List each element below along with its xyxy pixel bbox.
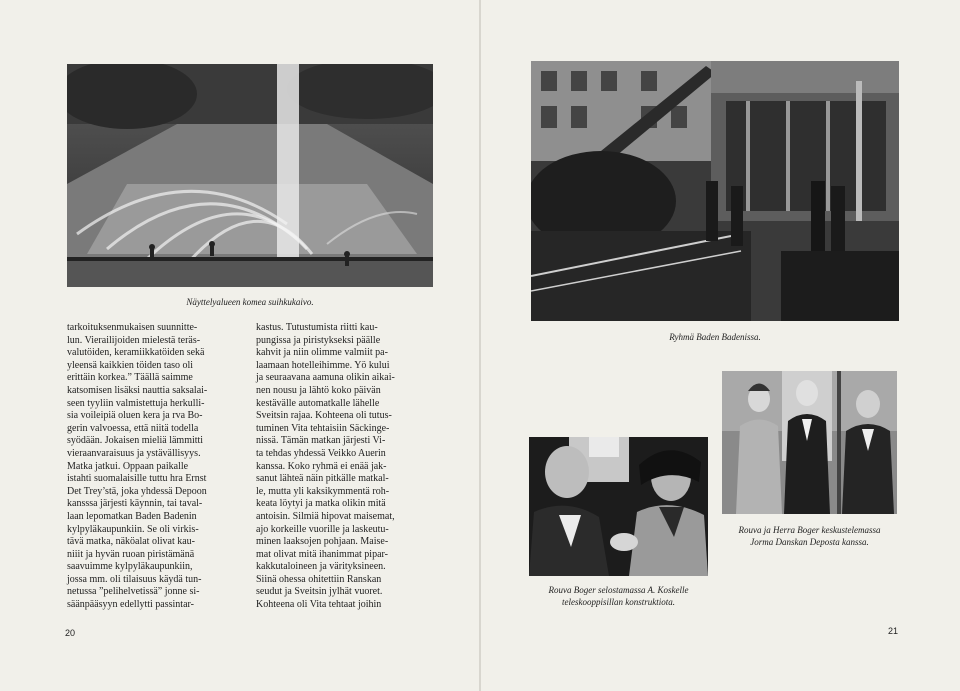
text-line: kestävälle automatkalle lähelle bbox=[256, 397, 380, 409]
text-line: syödään. Jokaisen mieliä lämmitti bbox=[67, 435, 204, 447]
trio-caption-line-1: Rouva ja Herra Boger keskustelemassa bbox=[738, 525, 881, 535]
telescope-caption-line-2: teleskooppisillan konstruktiota. bbox=[562, 597, 675, 607]
text-line: tävä matka, näköalat olivat kau- bbox=[67, 536, 196, 548]
trio-photo bbox=[722, 371, 897, 514]
left-page bbox=[0, 0, 479, 691]
text-line: kanssa. Koko ryhmä ei enää jak- bbox=[256, 460, 387, 472]
text-line: säänpääsyyn edellytti passintar- bbox=[67, 599, 194, 611]
text-line: kastus. Tutustumista riitti kau- bbox=[256, 322, 378, 333]
text-line: laan lepomatkan Baden Badenin bbox=[67, 510, 197, 522]
text-line: laamaan hotelleihimme. Yö kului bbox=[256, 359, 390, 371]
text-line: pungissa ja piristykseksi päälle bbox=[256, 334, 381, 346]
text-line: tarkoituksenmukaisen suunnitte- bbox=[67, 322, 198, 333]
building-caption: Ryhmä Baden Badenissa. bbox=[669, 332, 761, 342]
text-line: erittäin korkea.” Täällä saimme bbox=[67, 372, 193, 384]
text-line: seen tyyliin valmistettuja herkulli- bbox=[67, 397, 205, 409]
text-line: minen laaksojen pohjaan. Maise- bbox=[256, 536, 389, 548]
text-line: kylpyläkaupunkiin. Se oli virkis- bbox=[67, 523, 199, 535]
page-number-left: 20 bbox=[65, 628, 76, 638]
text-line: netussa ”pelihelvetissä” jonne si- bbox=[67, 586, 200, 598]
text-line: Kohteena oli Vita tehtaat joihin bbox=[256, 599, 382, 611]
text-line: le, mutta yli kaksikymmentä roh- bbox=[256, 485, 390, 497]
text-line: kahvit ja niin olimme valmiit pa- bbox=[256, 347, 388, 359]
text-line: seudut ja Sveitsin jylhät vuoret. bbox=[256, 586, 383, 598]
text-line: ta tehdas yhdessä Veikko Auerin bbox=[256, 447, 386, 459]
text-line: nen nousu ja lähtö koko päivän bbox=[256, 384, 381, 396]
right-page bbox=[481, 0, 960, 691]
trio-caption bbox=[712, 524, 907, 548]
text-line: gerin valvoessa, että niitä todella bbox=[67, 422, 199, 434]
text-line: nissä. Tämän matkan järjesti Vi- bbox=[256, 435, 386, 447]
text-line: Siinä ohessa ohitettiin Ranskan bbox=[256, 573, 382, 585]
text-line: antoisin. Silmiä hipovat maisemat, bbox=[256, 510, 395, 522]
text-line: yleensä kaikkien töiden taso oli bbox=[67, 359, 194, 371]
fountain-photo bbox=[67, 64, 433, 287]
text-line: kakkutaloineen ja värityksineen. bbox=[256, 561, 386, 573]
text-line: Det Trey’stä, joka yhdessä Depoon bbox=[67, 485, 207, 497]
text-line: kansssa järjesti käynnin, tai taval- bbox=[67, 498, 203, 510]
fountain-caption: Näyttelyalueen komea suihkukaivo. bbox=[186, 297, 314, 307]
text-line: valutöiden, keramiikkatöiden sekä bbox=[67, 347, 205, 359]
telescope-caption bbox=[524, 584, 713, 608]
trio-image bbox=[722, 371, 897, 514]
text-line: katsomisen lisäksi nauttia saksalai- bbox=[67, 384, 208, 396]
text-line: mat olivat mitä ihanimmat pipar- bbox=[256, 548, 388, 560]
text-line: istahti suomalaisille tuttu hra Ernst bbox=[67, 473, 207, 485]
text-line: Sveitsin rajaa. Kohteena oli tutus- bbox=[256, 410, 392, 422]
text-line: saavuimme kylpyläkaupunkiin, bbox=[67, 561, 193, 573]
page-number-right: 21 bbox=[888, 626, 899, 636]
trio-caption-line-2: Jorma Danskan Deposta kanssa. bbox=[750, 537, 869, 547]
text-line: tuminen Vita tehtaisiin Säckinge- bbox=[256, 422, 390, 434]
building-image bbox=[531, 61, 899, 321]
text-line: sia voileipiä oluen kera ja rva Bo- bbox=[67, 410, 203, 422]
text-line: vieraanvaraisuus ja ystävällisyys. bbox=[67, 447, 201, 459]
text-line: sanut lähteä näin pitkälle matkal- bbox=[256, 473, 389, 485]
text-line: niiit ja hyvän ruoan piristämänä bbox=[67, 548, 195, 560]
text-column-1 bbox=[67, 322, 239, 612]
building-photo bbox=[531, 61, 899, 321]
telescope-caption-line-1: Rouva Boger selostamassa A. Koskelle bbox=[548, 585, 689, 595]
text-column-2 bbox=[256, 322, 433, 612]
telescope-image bbox=[529, 437, 708, 576]
text-line: lun. Vierailijoiden mielestä teräs- bbox=[67, 334, 201, 346]
text-line: ajo korkeille vuorille ja laskeutu- bbox=[256, 523, 389, 535]
text-line: keata löytyi ja matka olikin mitä bbox=[256, 498, 386, 510]
text-line: ja seuraavana aamuna olikin aikai- bbox=[256, 372, 395, 384]
text-line: jossa mm. oli tilaisuus käydä tun- bbox=[67, 573, 202, 585]
fountain-image bbox=[67, 64, 433, 287]
telescope-photo bbox=[529, 437, 708, 576]
text-line: Matka jatkui. Oppaan paikalle bbox=[67, 460, 189, 472]
